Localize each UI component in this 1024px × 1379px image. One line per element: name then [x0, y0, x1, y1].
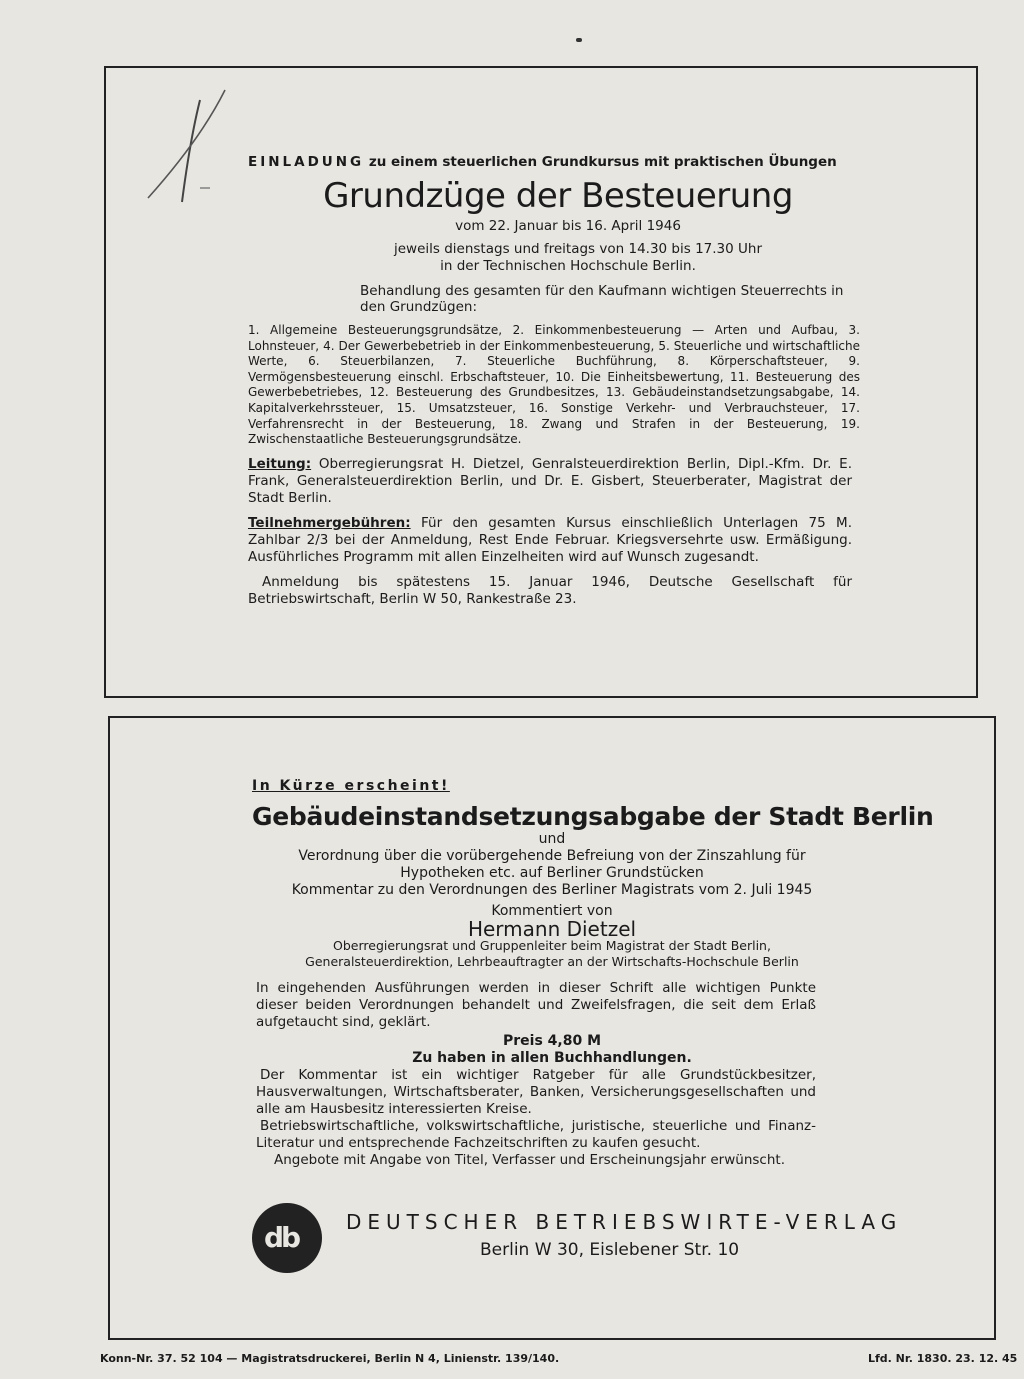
publisher-name: DEUTSCHER BETRIEBSWIRTE-VERLAG [346, 1210, 903, 1234]
fees-paragraph [248, 515, 852, 566]
commentary-note: Kommentar zu den Verordnungen des Berliner Magistrats vom 2. Juli 1945 [291, 882, 813, 898]
invitation-text: zu einem steuerlichen Grundkursus mit praktischen Übungen [368, 154, 837, 170]
course-dates: vom 22. Januar bis 16. April 1946 [455, 218, 681, 234]
logo-text: db [264, 1221, 299, 1254]
leitung-label: Leitung: [248, 455, 312, 472]
registration-text: Anmeldung bis spätestens 15. Januar 1946, Deutsche Gesellschaft für Betriebswirtschaft, Berlin W 50, Rankestraße 23. [248, 573, 852, 607]
intro-text: In eingehenden Ausführungen werden in dieser Schrift alle wichtigen Punkte dieser beiden Verordnungen behandelt und Zweifelsfragen, die seit dem Erlaß aufgetaucht sind, geklärt. [256, 980, 816, 1030]
serial-number: Lfd. Nr. 1830. 23. 12. 45 [868, 1352, 1018, 1365]
course-scope: Behandlung des gesamten für den Kaufmann wichtigen Steuerrechts in den Grundzügen: [360, 283, 844, 315]
course-times: jeweils dienstags und freitags von 14.30 bis 17.30 Uhr [393, 241, 762, 257]
author-role-line1: Oberregierungsrat und Gruppenleiter beim Magistrat der Stadt Berlin, [333, 938, 771, 953]
topic-list: 1. Allgemeine Besteuerungsgrundsätze, 2. Einkommenbesteuerung — Arten und Aufbau, 3. Lohnsteuer, 4. Der Gewerbebetrieb in der Einkommenbesteuerung, 5. Steuerliche und wirtschaftliche Werte, 6. Steuerbilanzen, 7. Steuerliche Buchführung, 8. Körperschaftsteuer, 9. Vermögensbesteuerung einschl. Erbschaftsteuer, 10. Die Einheitsbewertung, 11. Besteuerung des Gewerbebetriebes, 12. Besteuerung des Grundbesitzes, 13. Gebäudeinstandsetzungsabgabe, 14. Kapitalverkehrssteuer, 15. Umsatzsteuer, 16. Sonstige Verkehr- und Verbrauchsteuer, 17. Verfahrensrecht in der Besteuerung, 18. Zwang und Strafen in der Besteuerung, 19. Zwischenstaatliche Besteuerungsgrundsätze. [248, 323, 860, 447]
fees-text: Für den gesamten Kursus einschließlich Unterlagen 75 M. Zahlbar 2/3 bei der Anmeldung, Rest Ende Februar. Kriegsversehrte usw. Ermäßigung. Ausführliches Programm mit allen Einzelheiten wird auf Wunsch zugesandt. [248, 514, 852, 565]
publisher-logo [252, 1203, 322, 1273]
coming-soon-label: In Kürze erscheint! [252, 778, 450, 794]
book-title: Gebäudeinstandsetzungsabgabe der Stadt Berlin [252, 802, 934, 831]
author-role-line2: Generalsteuerdirektion, Lehrbeauftragter an der Wirtschafts-Hochschule Berlin [305, 954, 799, 969]
course-advertisement [248, 154, 860, 608]
offers-text: Angebote mit Angabe von Titel, Verfasser und Erscheinungsjahr erwünscht. [274, 1152, 785, 1168]
invitation-word: EINLADUNG [248, 154, 365, 170]
price: Preis 4,80 M [502, 1033, 601, 1049]
availability: Zu haben in allen Buchhandlungen. [412, 1050, 692, 1066]
printer-imprint: Konn-Nr. 37. 52 104 — Magistratsdruckerei, Berlin N 4, Linienstr. 139/140. [100, 1352, 560, 1365]
speck [576, 38, 582, 42]
leitung-text: Oberregierungsrat H. Dietzel, Genralsteuerdirektion Berlin, Dipl.-Kfm. Dr. E. Frank, Generalsteuerdirektion Berlin, und Dr. E. Gisbert, Steuerberater, Magistrat der Stadt Berlin. [248, 455, 853, 506]
book-subtitle-line2: Hypotheken etc. auf Berliner Grundstücken [400, 865, 704, 881]
author-name: Hermann Dietzel [467, 917, 637, 941]
advisor-text: Der Kommentar ist ein wichtiger Ratgeber für alle Grundstückbesitzer, Hausverwaltungen, Wirtschaftsberater, Banken, Versicherungsgesellschaften und alle am Hausbesitz interessierten Kreise. [256, 1067, 816, 1117]
pencil-mark-icon [130, 80, 240, 210]
course-title: Grundzüge der Besteuerung [323, 176, 793, 216]
book-advertisement [252, 778, 934, 1169]
course-venue: in der Technischen Hochschule Berlin. [440, 258, 696, 274]
book-subtitle-line1: Verordnung über die vorübergehende Befreiung von der Zinszahlung für [298, 848, 806, 864]
leitung-paragraph [248, 456, 852, 507]
invitation-line [248, 154, 848, 170]
title-connector: und [538, 831, 566, 847]
commented-by: Kommentiert von [491, 903, 613, 919]
publisher-address: Berlin W 30, Eislebener Str. 10 [480, 1240, 740, 1260]
wanted-text: Betriebswirtschaftliche, volkswirtschaftliche, juristische, steuerliche und Finanz-Literatur und entsprechende Fachzeitschriften zu kaufen gesucht. [256, 1118, 816, 1151]
fees-label: Teilnehmergebühren: [248, 514, 411, 531]
